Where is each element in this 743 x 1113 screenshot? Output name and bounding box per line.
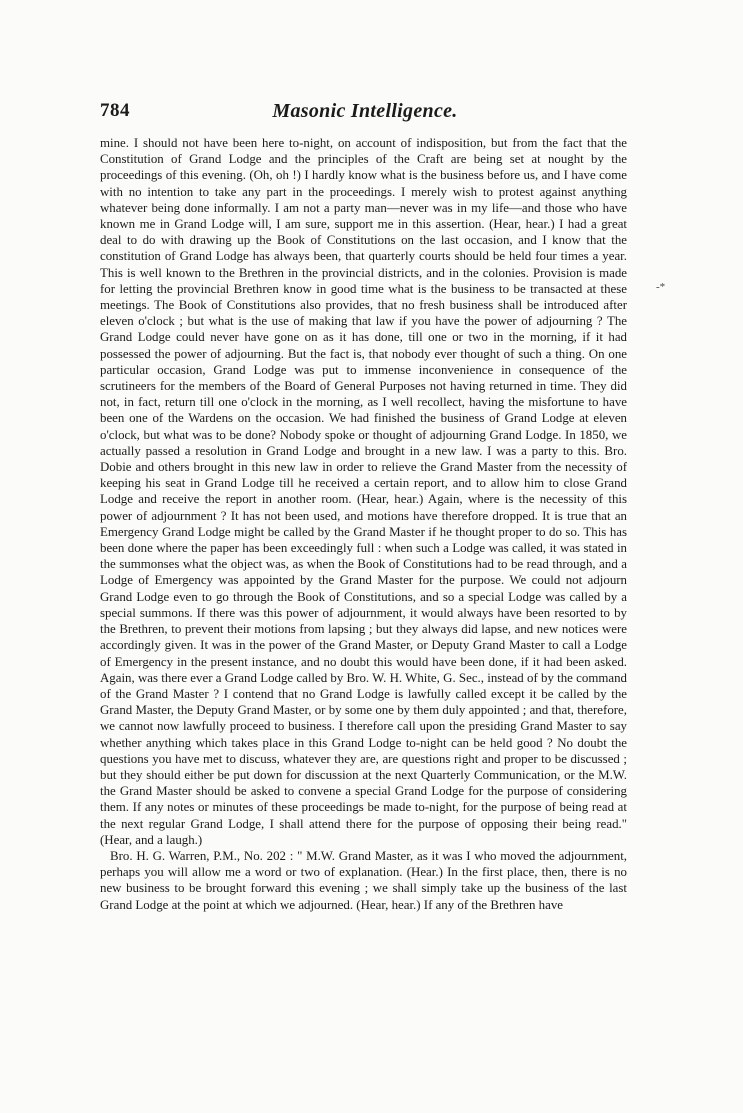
running-title: Masonic Intelligence. — [272, 100, 458, 122]
page-header — [100, 100, 630, 128]
paragraph-speech: mine. I should not have been here to-night, on account of indisposition, but from the fact that the Constitution of Grand Lodge and the principles of the Craft are being set at nought by the proceedings of this evening. (Oh, oh !) I hardly know what is the business before us, and I have come with no intention to take any part in the proceedings. I merely wish to protest against anything whatever being done informally. I am not a party man—never was in my life—and those who have known me in Grand Lodge will, I am sure, support me in this assertion. (Hear, hear.) I had a great deal to do with drawing up the Book of Constitutions on the last occasion, and I know that the constitution of Grand Lodge has always been, that quarterly courts should be held four times a year. This is well known to the Brethren in the provincial districts, and in the colonies. Provision is made for letting the provincial Brethren know in good time what is the business to be transacted at these meetings. The Book of Constitutions also provides, that no fresh business shall be introduced after eleven o'clock ; but what is the use of making that law if you have the power of adjourning ? The Grand Lodge could never have gone on as it has done, till one or two in the morning, if it had possessed the power of adjourning. But the fact is, that nobody ever thought of such a thing. On one particular occasion, Grand Lodge was put to immense inconvenience in consequence of the scrutineers for the members of the Board of General Purposes not having returned in time. They did not, in fact, return till one o'clock in the morning, as I well recollect, having the misfortune to have been one of the Wardens on the occasion. We had finished the business of Grand Lodge at eleven o'clock, but what was to be done? Nobody spoke or thought of adjourning Grand Lodge. In 1850, we actually passed a resolution in Grand Lodge and brought in a new law. I was a party to this. Bro. Dobie and others brought in this new law in order to relieve the Grand Master from the necessity of keeping his seat in Grand Lodge till he received a certain report, and to allow him to close Grand Lodge and receive the report in another room. (Hear, hear.) Again, where is the necessity of this power of adjournment ? It has not been used, and motions have therefore dropped. It is true that an Emergency Grand Lodge might be called by the Grand Master if he thought proper to do so. This has been done where the paper has been exceedingly full : when such a Lodge was called, it was stated in the summonses what the object was, as when the Book of Constitutions had to be read through, and a Lodge of Emergency was appointed by the Grand Master for the purpose. We could not adjourn Grand Lodge even to go through the Book of Constitutions, and so a special Lodge was called by a special summons. If there was this power of adjournment, it would always have been resorted to by the Brethren, to prevent their motions from lapsing ; but they always did lapse, and new notices were accordingly given. It was in the power of the Grand Master, or Deputy Grand Master to call a Lodge of Emergency in the present instance, and no doubt this would have been done, if it had been asked. Again, was there ever a Grand Lodge called by Bro. W. H. White, G. Sec., instead of by the command of the Grand Master ? I contend that no Grand Lodge is lawfully called except it be called by the Grand Master, the Deputy Grand Master, or by some one by them duly appointed ; and that, therefore, we cannot now lawfully proceed to business. I therefore call upon the presiding Grand Master to say whether anything which takes place in this Grand Lodge to-night can be held good ? No doubt the questions you have met to discuss, whatever they are, are questions right and proper to be discussed ; but they should either be put down for discussion at the next Quarterly Communication, or the M.W. the Grand Master should be asked to convene a special Grand Lodge for the purpose of considering them. If any notes or minutes of these proceedings be made to-night, for the purpose of being read at the next regular Grand Lodge, I shall attend there for the purpose of opposing their being read." (Hear, and a laugh.) — [100, 136, 627, 847]
page-number: 784 — [100, 100, 130, 121]
paragraph-warren-reply: Bro. H. G. Warren, P.M., No. 202 : " M.W. Grand Master, as it was I who moved the adjournment, perhaps you will allow me a word or two of explanation. (Hear.) In the first place, then, there is no new business to be brought forward this evening ; we shall simply take up the business of the last Grand Lodge at the point at which we adjourned. (Hear, hear.) If any of the Brethren have — [100, 848, 627, 912]
margin-mark: -* — [656, 281, 666, 293]
article-body — [100, 135, 627, 913]
